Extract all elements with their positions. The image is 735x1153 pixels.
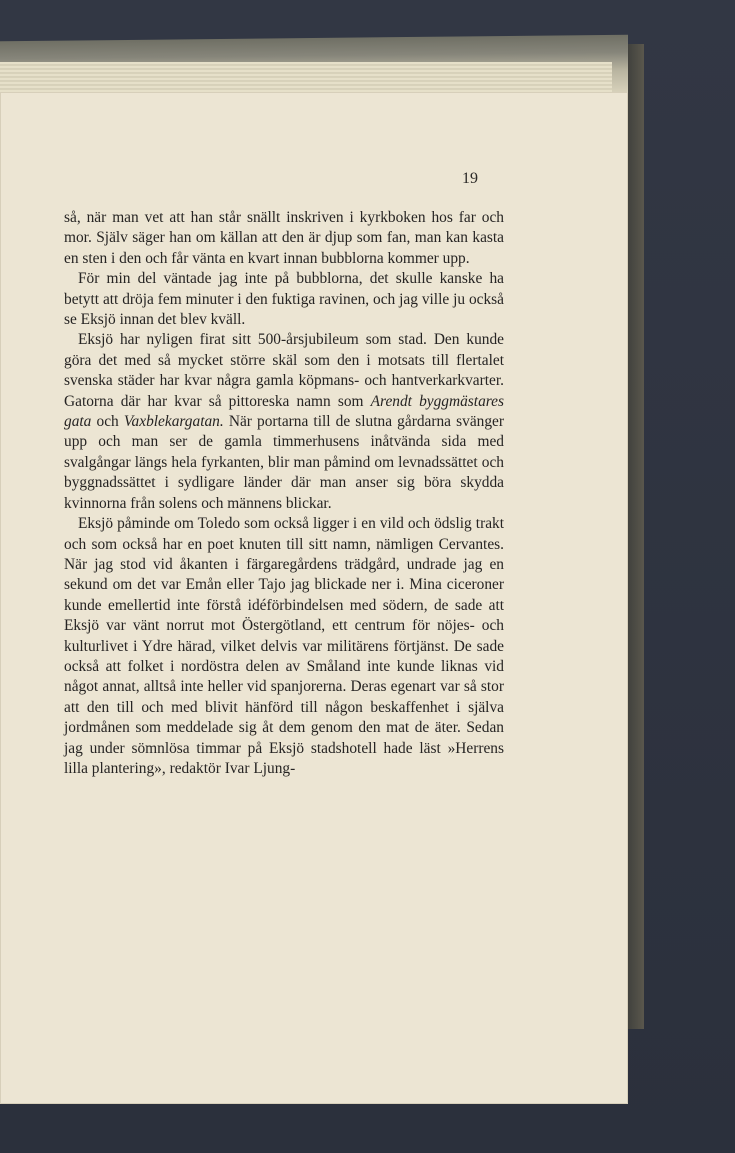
page-number: 19 xyxy=(462,170,478,187)
text-segment: Eksjö har nyligen firat sitt 500-årsjubileum som stad. Den kunde göra det med så mycket större skäl som den i motsats till flertalet svenska städer har kvar några gamla köpmans- och hantverkarkvarter. Gatorna där har kvar så pittoreska namn som xyxy=(64,331,504,410)
text-segment: och xyxy=(91,413,124,431)
paragraph xyxy=(64,514,504,779)
paragraph xyxy=(64,330,504,514)
italic-street-name: Vaxblekargatan. xyxy=(123,413,224,431)
body-text xyxy=(64,208,504,779)
paragraph xyxy=(64,208,504,269)
italic-street-name: Arendt byggmästares gata xyxy=(64,392,504,431)
book-page xyxy=(0,92,628,1104)
text-segment: så, när man vet att han står snällt inskriven i kyrkboken hos far och mor. Själv säger han om källan att den är djup som fan, man kan kasta en sten i den och får vänta en kvart innan bubblorna kommer upp. xyxy=(64,209,504,267)
paragraph xyxy=(64,269,504,330)
text-segment: När portarna till de slutna gårdarna svänger upp och man ser de gamla timmerhusens inåtvända sida med svalgångar längs hela fyrkanten, blir man påmind om levnadssättet och byggnadssättet i sydligare länder där man anser sig böra skydda kvinnorna från solens och männens blickar. xyxy=(64,413,504,512)
text-segment: För min del väntade jag inte på bubblorna, det skulle kanske ha betytt att dröja fem minuter i den fuktiga ravinen, och jag ville ju också se Eksjö innan det blev kväll. xyxy=(64,270,504,329)
text-segment: Eksjö påminde om Toledo som också ligger i en vild och ödslig trakt och som också har en poet knuten till sitt namn, nämligen Cervantes. När jag stod vid åkanten i färgaregårdens trädgård, undrade jag en sekund om det var Emån eller Tajo jag blickade ner i. Mina ciceroner kunde emellertid inte förstå idéförbindelsen med södern, de sade att Eksjö var vänt norrut mot Östergötland, ett centrum för nöjes- och kulturlivet i Ydre härad, vilket delvis var militärens förtjänst. De sade också att folket i nordöstra delen av Småland inte kunde liknas vid något annat, alltså inte heller vid spanjorerna. Deras egenart var så stor att den till och med blivit hänförd till någon beskaffenhet i själva jordmånen som meddelade sig åt dem genom den mat de äter. Sedan jag under sömnlösa timmar på Eksjö stadshotell hade läst »Herrens lilla plantering», redaktör Ivar Ljung- xyxy=(64,515,504,777)
page-stack-edge xyxy=(0,62,612,92)
